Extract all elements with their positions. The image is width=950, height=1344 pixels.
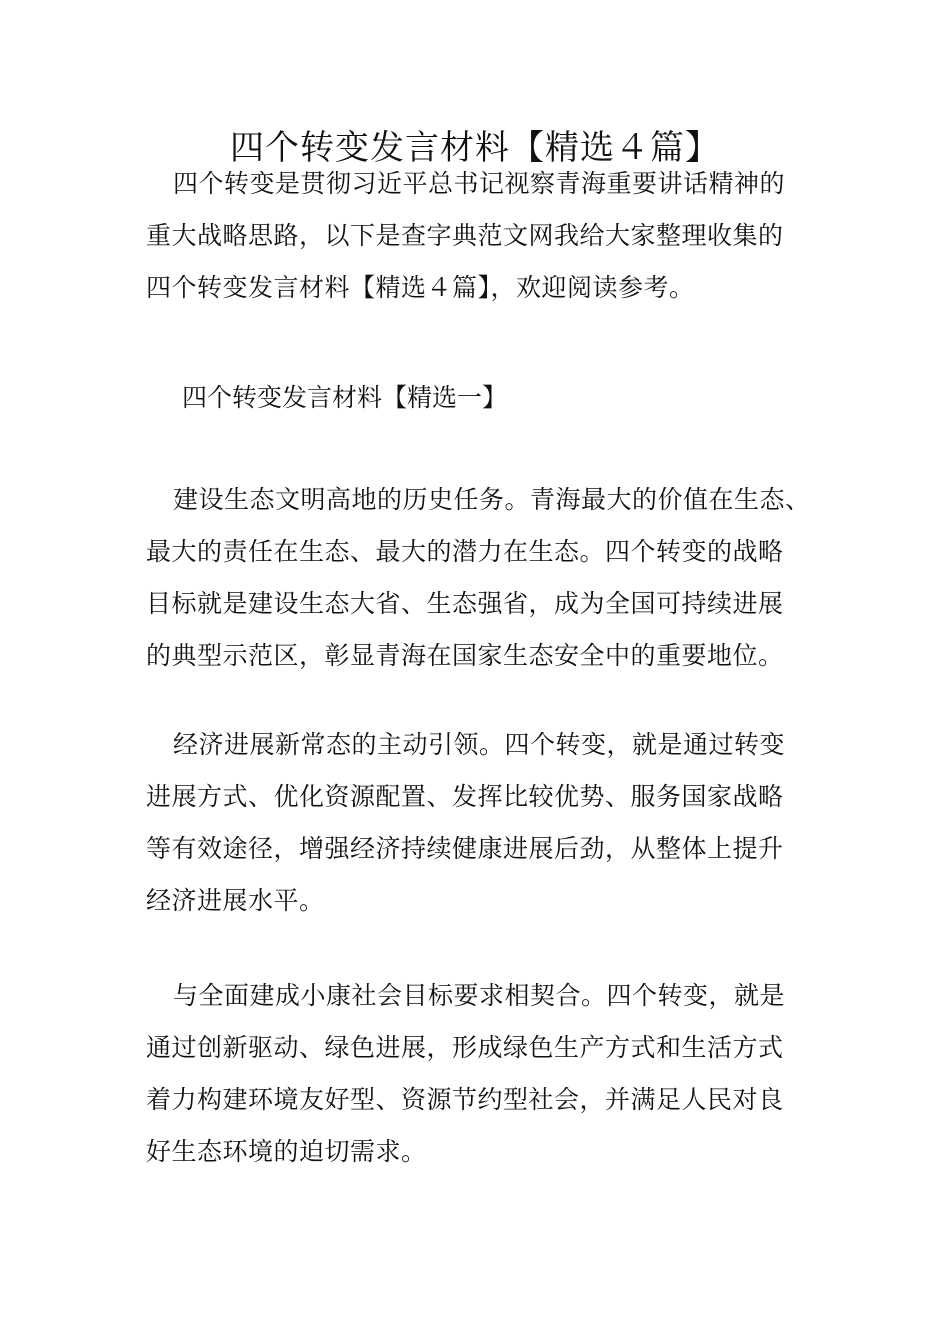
text-line: 好生态环境的迫切需求。 (146, 1137, 427, 1166)
body-paragraph-2 (146, 719, 846, 927)
text-line: 着力构建环境友好型、资源节约型社会，并满足人民对良 (146, 1085, 784, 1114)
text-line: 重大战略思路，以下是查字典范文网我给大家整理收集的 (146, 221, 784, 250)
intro-paragraph (146, 158, 846, 314)
body-paragraph-1 (146, 474, 846, 682)
text-line: 四个转变发言材料【精选４篇】，欢迎阅读参考。 (146, 273, 695, 302)
text-line: 最大的责任在生态、最大的潜力在生态。四个转变的战略 (146, 537, 784, 566)
text-line: 目标就是建设生态大省、生态强省，成为全国可持续进展 (146, 589, 784, 618)
document-title: 四个转变发言材料【精选４篇】 (230, 128, 720, 168)
text-line: 进展方式、优化资源配置、发挥比较优势、服务国家战略 (146, 782, 784, 811)
section-heading: 四个转变发言材料【精选一】 (182, 383, 508, 412)
text-line: 的典型示范区，彰显青海在国家生态安全中的重要地位。 (146, 641, 784, 670)
text-line: 等有效途径，增强经济持续健康进展后劲，从整体上提升 (146, 834, 784, 863)
text-line: 建设生态文明高地的历史任务。青海最大的价值在生态、 (173, 485, 811, 514)
text-line: 通过创新驱动、绿色进展，形成绿色生产方式和生活方式 (146, 1033, 784, 1062)
body-paragraph-3 (146, 970, 846, 1178)
text-line: 经济进展新常态的主动引领。四个转变，就是通过转变 (173, 730, 786, 759)
text-line: 与全面建成小康社会目标要求相契合。四个转变，就是 (173, 981, 786, 1010)
text-line: 四个转变是贯彻习近平总书记视察青海重要讲话精神的 (173, 169, 786, 198)
text-line: 经济进展水平。 (146, 886, 325, 915)
